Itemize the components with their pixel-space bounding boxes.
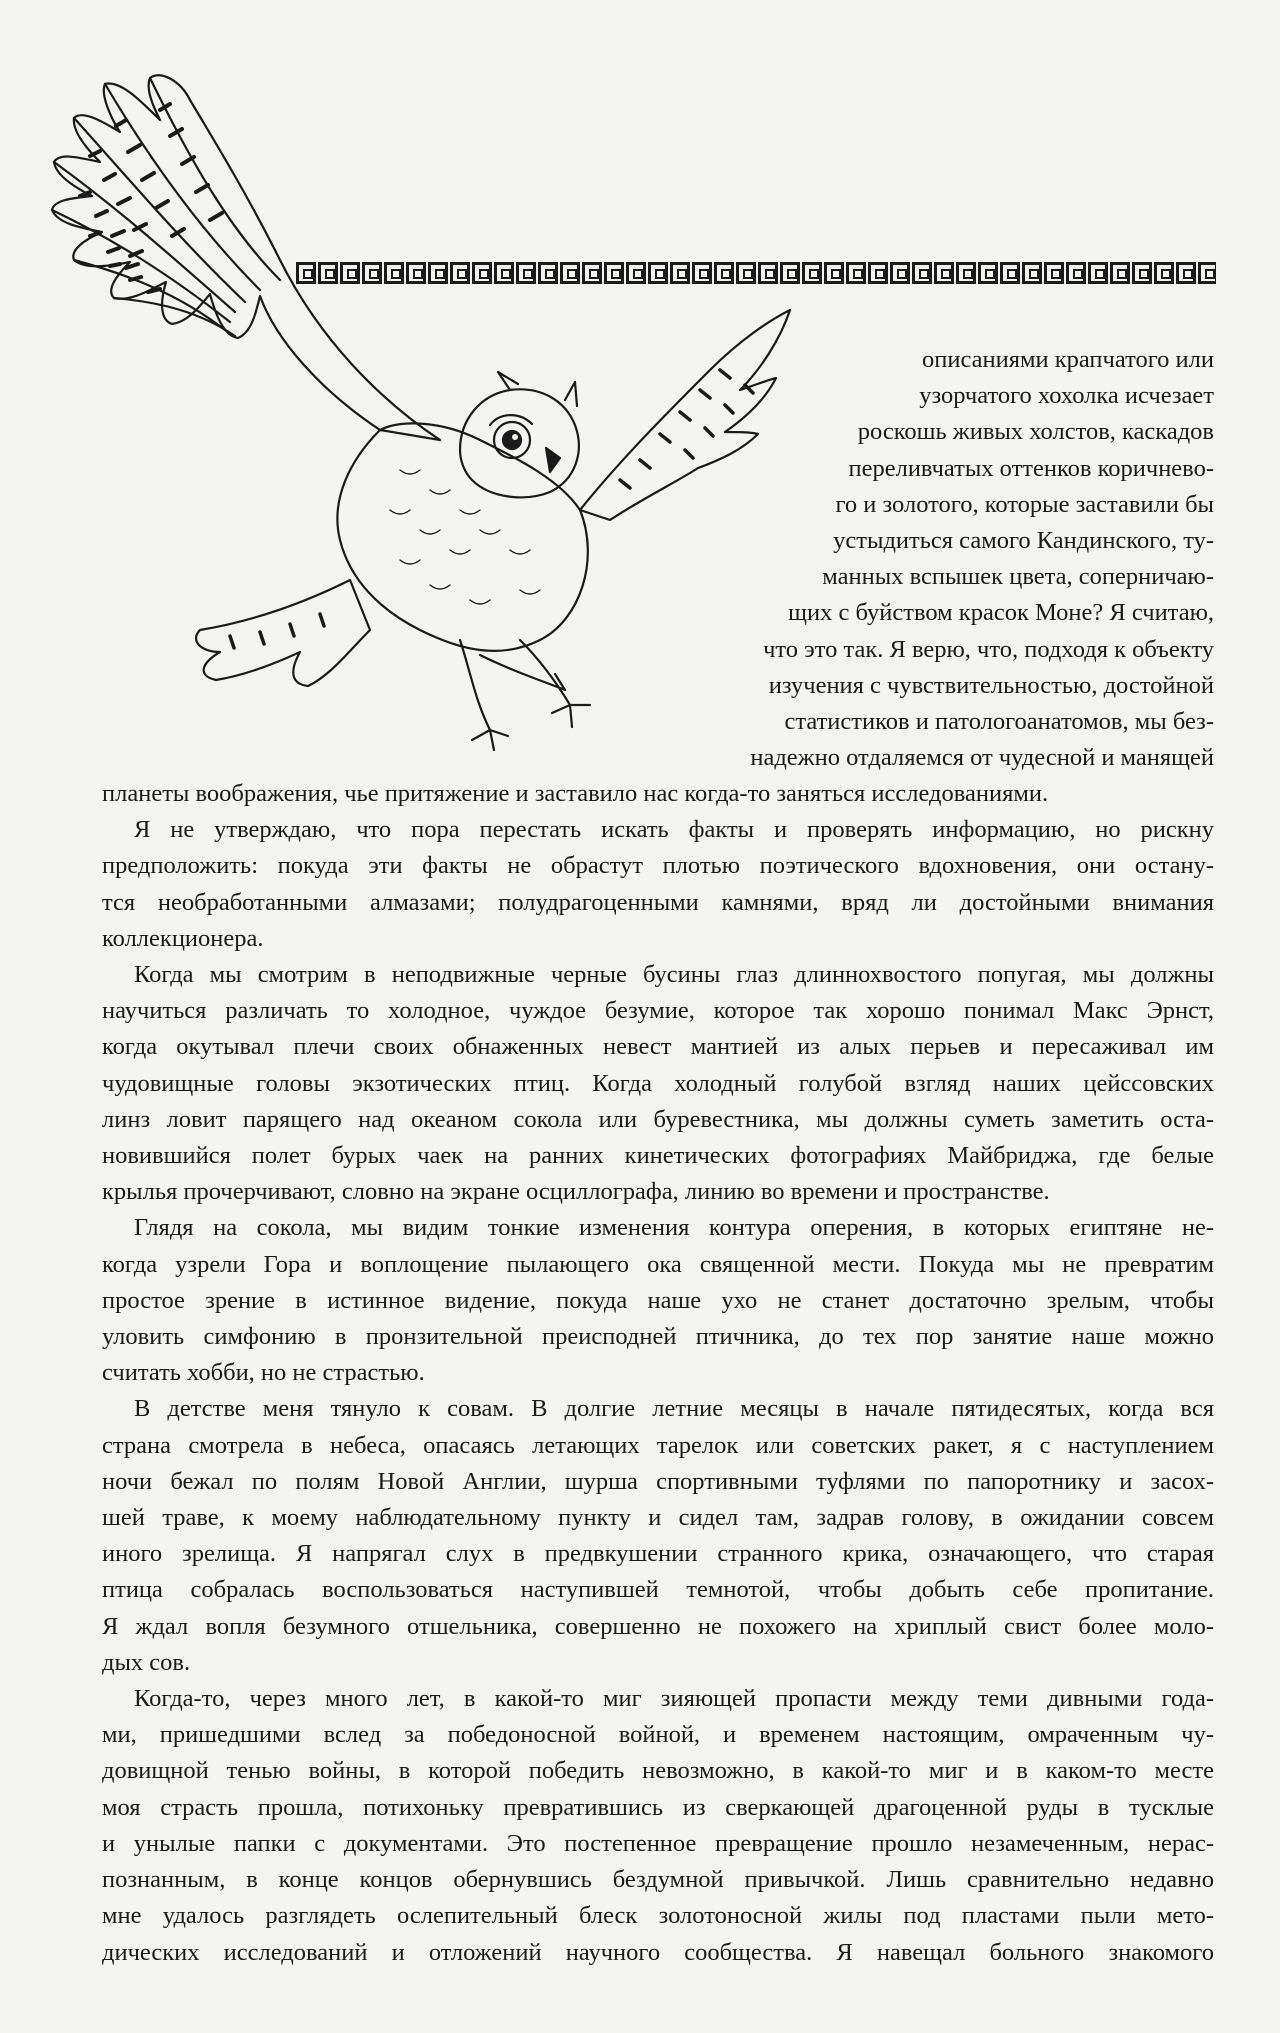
text-line: научиться различать то холодное, чуждое безумие, которое так хорошо понимал Макс Эрнст, [102,997,1214,1025]
border-cell [1000,262,1020,284]
border-cell [626,262,646,284]
text-line: предположить: покуда эти факты не обрастут плотью поэтического вдохновения, они остану- [102,852,1214,880]
text-line: щих с буйством красок Моне? Я считаю, [788,599,1214,627]
text-line: когда узрели Гора и воплощение пылающего ока священной мести. Покуда мы не превратим [102,1250,1214,1278]
border-cell [1110,262,1130,284]
text-line: В детстве меня тянуло к совам. В долгие летние месяцы в начале пятидесятых, когда вся [134,1395,1214,1423]
text-line: моя страсть прошла, потихоньку превратившись из сверкающей драгоценной руды в тусклые [102,1793,1214,1821]
text-line: уловить симфонию в пронзительной преисподней птичника, до тех пор занятие наше можно [102,1323,1214,1351]
border-cell [1066,262,1086,284]
border-cell [296,262,316,284]
border-cell [384,262,404,284]
border-cell [472,262,492,284]
border-cell [758,262,778,284]
border-cell [318,262,338,284]
border-cell [450,262,470,284]
border-cell [648,262,668,284]
text-line: описаниями крапчатого или [921,346,1214,373]
text-line: мне удалось разглядеть ослепительный блеск золотоносной жилы под пластами пыли мето- [102,1902,1214,1930]
border-cell [1176,262,1196,284]
border-cell [736,262,756,284]
text-line: что это так. Я верю, что, подходя к объекту [763,635,1214,663]
border-cell [692,262,712,284]
text-line: дических исследований и отложений научного сообщества. Я навещал больного знакомого [102,1938,1214,1966]
text-line: ночи бежал по полям Новой Англии, шурша спортивными туфлями по папоротнику и засох- [102,1467,1214,1495]
border-cell [340,262,360,284]
text-line: го и золотого, которые заставили бы [835,490,1214,518]
text-line: роскошь живых холстов, каскадов [857,418,1214,446]
text-line: когда окутывал плечи своих обнаженных невест мантией из алых перьев и пересаживал им [102,1033,1214,1061]
border-cell [494,262,514,284]
border-cell [1088,262,1108,284]
border-cell [846,262,866,284]
text-line: Когда-то, через много лет, в какой-то миг зияющей пропасти между теми дивными года- [134,1685,1214,1713]
text-line: изучения с чувствительностью, достойной [768,671,1214,699]
border-cell [868,262,888,284]
border-cell [538,262,558,284]
text-line: шей траве, к моему наблюдательному пункту и сидел там, задрав голову, в ожидании совсем [102,1504,1214,1532]
border-cell [1154,262,1174,284]
text-line: и унылые папки с документами. Это постепенное превращение прошло незамеченным, нерас- [102,1829,1214,1857]
text-line: простое зрение в истинное видение, покуда наше ухо не станет достаточно зрелым, чтобы [102,1286,1214,1314]
text-line: дых сов. [102,1648,191,1676]
body-text [102,776,1214,1971]
text-line: узорчатого хохолка исчезает [919,382,1214,410]
text-line: Я ждал вопля безумного отшельника, совершенно не похожего на хриплый свист более моло- [102,1612,1214,1640]
paragraph [102,776,1214,812]
wrapped-text-column [750,342,1214,776]
paragraph [102,1391,1214,1681]
border-cell [1022,262,1042,284]
text-line: коллекционера. [102,924,264,952]
text-line: тся необработанными алмазами; полудрагоценными камнями, вряд ли достойными внимания [102,888,1214,916]
ornamental-border [296,262,1216,288]
text-line: считать хобби, но не страстью. [102,1359,425,1387]
text-line: новившийся полет бурых чаек на ранних кинетических фотографиях Майбриджа, где белые [102,1142,1214,1170]
owl-icon [20,40,800,760]
border-cell [802,262,822,284]
text-line: статистиков и патологоанатомов, мы без- [784,708,1214,736]
paragraph [102,812,1214,957]
border-cell [890,262,910,284]
text-line: иного зрелища. Я напрягал слух в предвкушении странного крика, означающего, что старая [102,1540,1214,1568]
text-line: птица собралась воспользоваться наступившей темнотой, чтобы добыть себе пропитание. [102,1576,1214,1604]
border-cell [428,262,448,284]
border-cell [824,262,844,284]
text-line: линз ловит парящего над океаном сокола или буревестника, мы должны суметь заметить оста- [102,1105,1214,1133]
border-cell [934,262,954,284]
border-cell [780,262,800,284]
text-line: ми, пришедшими вслед за победоносной войной, и временем настоящим, омраченным чу- [102,1721,1214,1749]
text-line: устыдиться самого Кандинского, ту- [833,527,1214,555]
border-cell [406,262,426,284]
paragraph [102,1210,1214,1391]
border-cell [516,262,536,284]
border-cell [1044,262,1064,284]
border-cell [1132,262,1152,284]
text-line: Когда мы смотрим в неподвижные черные бусины глаз длиннохвостого попугая, мы должны [134,961,1214,989]
text-line: страна смотрела в небеса, опасаясь летающих тарелок или советских ракет, я с наступлением [102,1431,1214,1459]
text-line: Глядя на сокола, мы видим тонкие изменения контура оперения, в которых египтяне не- [134,1214,1214,1242]
border-cell [582,262,602,284]
border-cell [362,262,382,284]
border-cell [604,262,624,284]
text-line: Я не утверждаю, что пора перестать искать факты и проверять информацию, но рискну [134,816,1214,844]
border-cell [956,262,976,284]
border-cell [714,262,734,284]
text-line: планеты воображения, чье притяжение и заставило нас когда-то заняться исследованиями. [102,780,1049,807]
text-line: манных вспышек цвета, соперничаю- [822,563,1214,591]
text-line: крылья прочерчивают, словно на экране осциллографа, линию во времени и пространстве. [102,1178,1050,1206]
border-cell [978,262,998,284]
paragraph [102,1681,1214,1971]
text-line: надежно отдаляемся от чудесной и манящей [750,744,1214,772]
text-line: познанным, в конце концов обернувшись бездумной привычкой. Лишь сравнительно недавно [102,1866,1214,1894]
border-cell [560,262,580,284]
paragraph [102,957,1214,1210]
border-cell [912,262,932,284]
border-cell [670,262,690,284]
text-line: довищной тенью войны, в которой победить невозможно, в какой-то миг и в каком-то месте [102,1757,1214,1785]
text-line: чудовищные головы экзотических птиц. Когда холодный голубой взгляд наших цейссовских [102,1069,1214,1097]
border-cell [1198,262,1216,284]
text-line: переливчатых оттенков коричнево- [848,454,1214,482]
